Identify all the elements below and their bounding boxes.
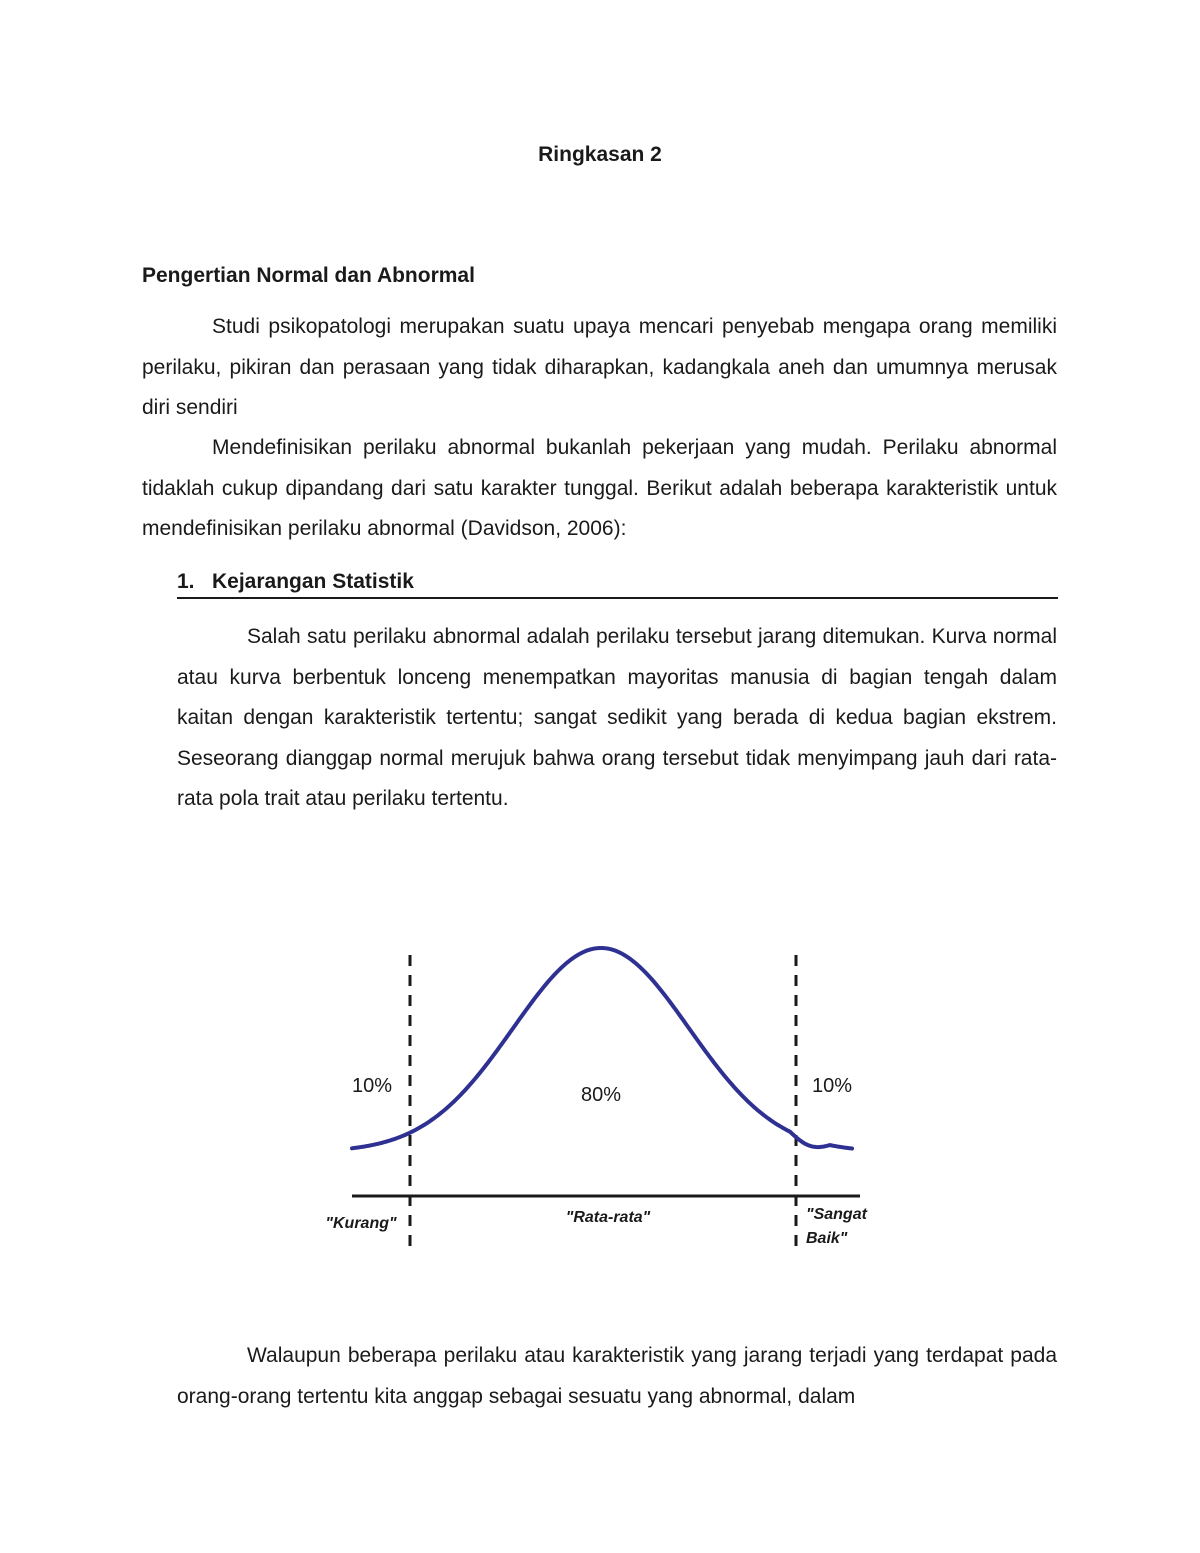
category-label-baik: Baik" <box>806 1230 848 1247</box>
paragraph-intro-text: Studi psikopatologi merupakan suatu upaya mencari penyebab mengapa orang memiliki perilaku, pikiran dan perasaan yang tidak diharapkan, kadangkala aneh dan umumnya merusak diri sendiri <box>142 315 1057 419</box>
bell-curve-line <box>352 948 852 1149</box>
section-heading: Pengertian Normal dan Abnormal <box>142 264 475 287</box>
bell-curve-svg <box>320 930 900 1260</box>
paragraph-definition <box>142 428 1057 550</box>
paragraph-statistic-text: Salah satu perilaku abnormal adalah perilaku tersebut jarang ditemukan. Kurva normal atau kurva berbentuk lonceng menempatkan mayoritas manusia di bagian tengah dalam kaitan dengan karakteristik tertentu; sangat sedikit yang berada di kedua bagian ekstrem. Seseorang dianggap normal merujuk bahwa orang tersebut tidak menyimpang jauh dari rata-rata pola trait atau perilaku tertentu. <box>177 625 1057 810</box>
paragraph-after-figure <box>177 1336 1057 1417</box>
subsection-number: 1. <box>177 570 195 593</box>
paragraph-after-figure-text: Walaupun beberapa perilaku atau karakteristik yang jarang terjadi yang terdapat pada orang-orang tertentu kita anggap sebagai sesuatu yang abnormal, dalam <box>177 1344 1057 1408</box>
paragraph-definition-text: Mendefinisikan perilaku abnormal bukanlah pekerjaan yang mudah. Perilaku abnormal tidaklah cukup dipandang dari satu karakter tunggal. Berikut adalah beberapa karakteristik untuk mendefinisikan perilaku abnormal (Davidson, 2006): <box>142 436 1057 540</box>
category-label-rata-rata: "Rata-rata" <box>565 1209 651 1226</box>
paragraph-statistic <box>177 617 1057 820</box>
right-percent-label: 10% <box>811 1075 853 1097</box>
paragraph-intro <box>142 307 1057 429</box>
subsection-title: Kejarangan Statistik <box>212 570 414 593</box>
subsection-heading <box>177 570 1058 599</box>
bell-curve-figure <box>320 930 900 1260</box>
category-label-sangat: "Sangat <box>806 1206 867 1223</box>
center-percent-label: 80% <box>580 1084 622 1106</box>
category-label-kurang: "Kurang" <box>325 1215 397 1232</box>
left-percent-label: 10% <box>351 1075 393 1097</box>
page-title: Ringkasan 2 <box>538 143 662 166</box>
